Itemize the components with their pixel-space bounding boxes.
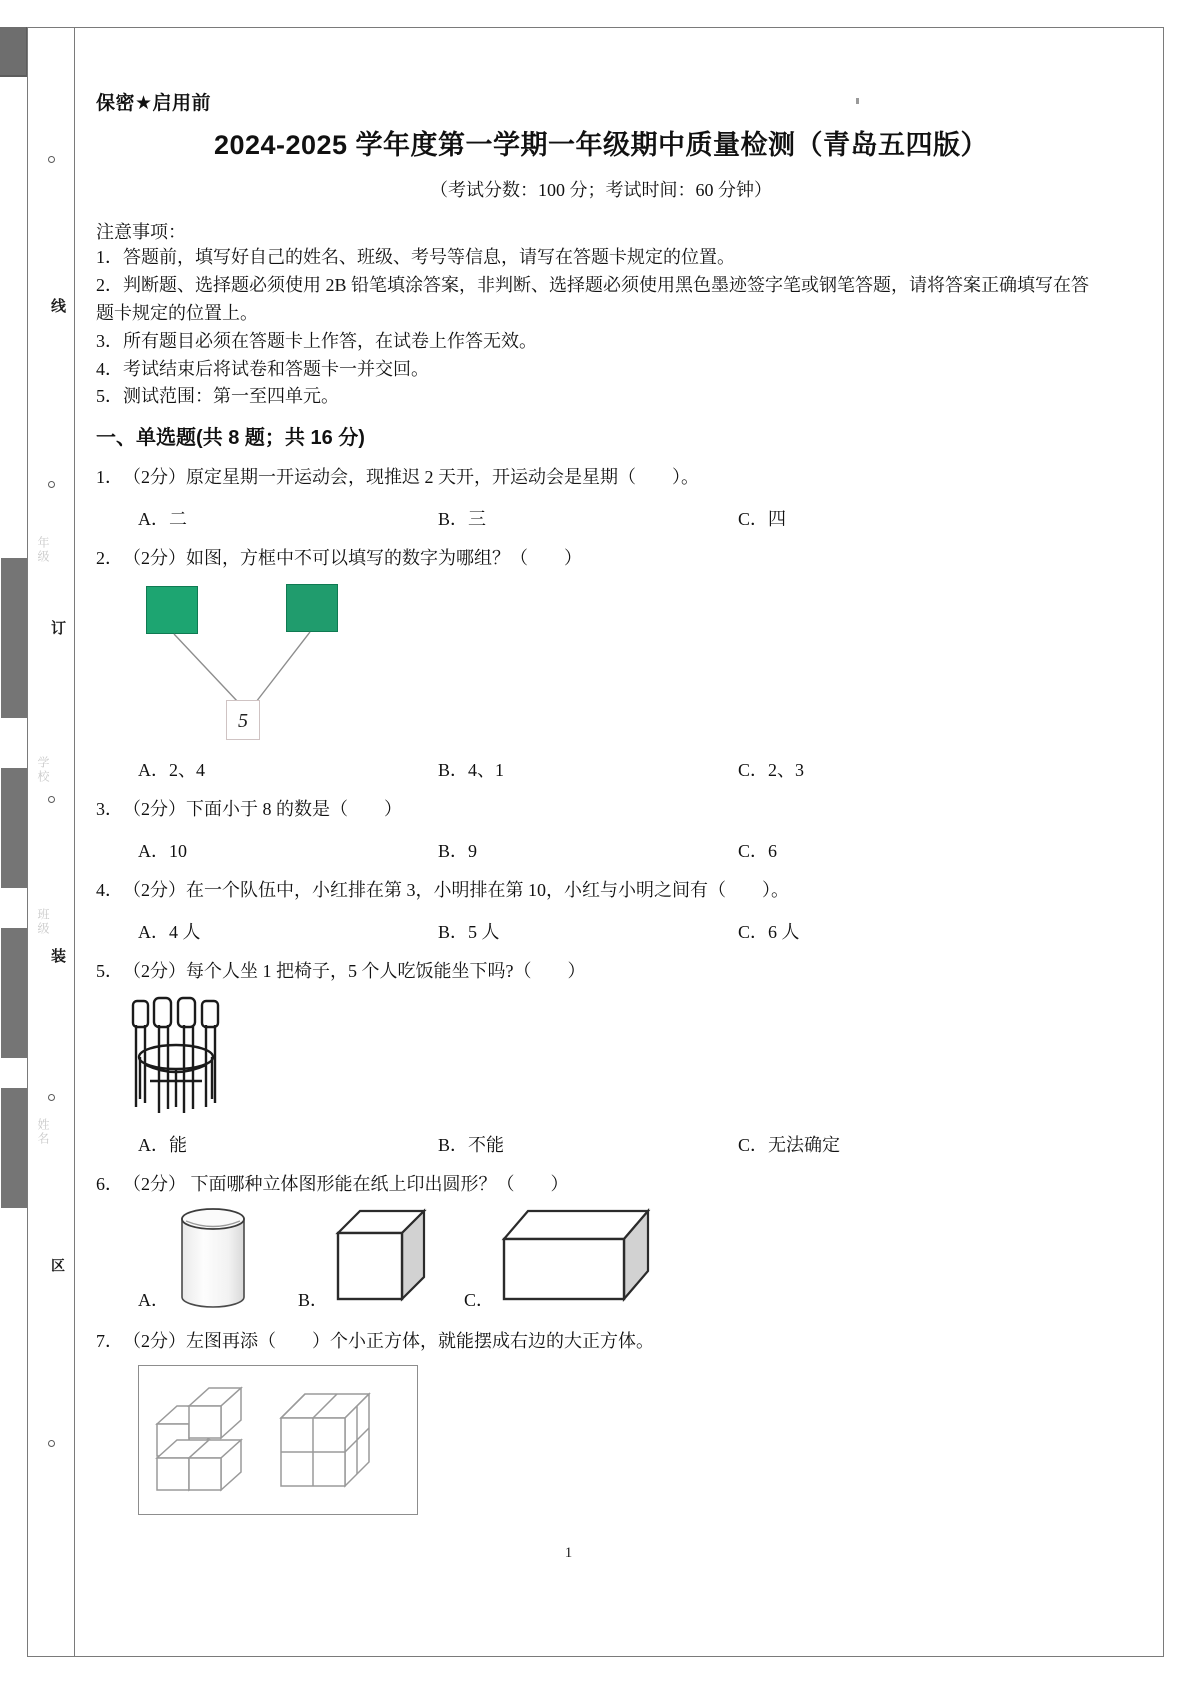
question-5-option-c[interactable]: C．无法确定 bbox=[738, 1135, 841, 1156]
question-7-number: 7． bbox=[96, 1331, 123, 1352]
corner-block-inner bbox=[0, 27, 26, 75]
secret-label-text: 保密★启用前 bbox=[96, 93, 212, 114]
question-1-option-c[interactable]: C．四 bbox=[738, 509, 787, 530]
question-3 bbox=[96, 796, 1106, 823]
question-6-number: 6． bbox=[96, 1174, 123, 1195]
exam-subtitle: （考试分数：100 分；考试时间：60 分钟） bbox=[430, 180, 772, 200]
question-2-option-b[interactable]: B．4、1 bbox=[438, 760, 505, 781]
question-1-options bbox=[138, 505, 1106, 531]
notice-item-5: 5．测试范围：第一至四单元。 bbox=[96, 386, 339, 407]
cylinder-icon bbox=[174, 1205, 252, 1314]
question-1-option-a[interactable]: A．二 bbox=[138, 509, 187, 530]
question-5-score: （2分） bbox=[123, 961, 186, 982]
binding-faint-mark: 学校 bbox=[36, 756, 50, 784]
number-bond-total: 5 bbox=[226, 700, 260, 740]
question-4-option-c[interactable]: C．6 人 bbox=[738, 922, 800, 943]
binding-dark-segment bbox=[1, 928, 27, 1058]
question-3-number: 3． bbox=[96, 799, 123, 820]
cube-build-figure bbox=[138, 1365, 418, 1515]
binding-dark-segment bbox=[1, 1088, 27, 1208]
question-6 bbox=[96, 1171, 1106, 1198]
number-bond-lines bbox=[138, 582, 408, 742]
binding-hole bbox=[48, 796, 55, 803]
binding-hole bbox=[48, 1094, 55, 1101]
question-2-score: （2分） bbox=[123, 548, 186, 569]
question-2 bbox=[96, 545, 1106, 572]
question-1-number: 1． bbox=[96, 467, 123, 488]
binding-margin-rule bbox=[74, 27, 75, 1657]
binding-dark-segment bbox=[1, 768, 27, 888]
question-3-text: 下面小于 8 的数是（ ） bbox=[186, 799, 402, 820]
question-5-text: 每个人坐 1 把椅子，5 个人吃饭能坐下吗?（ ） bbox=[186, 961, 586, 982]
question-7 bbox=[96, 1328, 1106, 1355]
binding-hole bbox=[48, 1440, 55, 1447]
binding-word-zhuang: 装 bbox=[49, 948, 66, 963]
number-bond-figure bbox=[138, 582, 408, 742]
binding-margin bbox=[28, 28, 74, 1656]
notice-item-1: 1．答题前，填写好自己的姓名、班级、考号等信息，请写在答题卡规定的位置。 bbox=[96, 247, 735, 267]
notice-heading: 注意事项： bbox=[96, 222, 186, 242]
question-6-solids-row bbox=[116, 1204, 1106, 1314]
question-2-option-a[interactable]: A．2、4 bbox=[138, 760, 205, 781]
table-and-chairs-figure bbox=[126, 995, 232, 1117]
stray-dot-mark bbox=[856, 98, 859, 104]
question-6-score: （2分） bbox=[123, 1174, 186, 1195]
question-1-score: （2分） bbox=[123, 467, 186, 488]
page-title: 2024-2025 学年度第一学期一年级期中质量检测（青岛五四版） bbox=[213, 130, 989, 160]
question-4-text: 在一个队伍中，小红排在第 3，小明排在第 10，小红与小明之间有（ ）。 bbox=[186, 880, 789, 901]
question-3-score: （2分） bbox=[123, 799, 186, 820]
cube-build-icon bbox=[139, 1366, 417, 1514]
notice-item-4: 4．考试结束后将试卷和答题卡一并交回。 bbox=[96, 358, 429, 379]
binding-word-qu: 区 bbox=[50, 1258, 66, 1272]
question-6-option-a-label[interactable]: A． bbox=[138, 1290, 169, 1311]
binding-word-ding: 订 bbox=[49, 620, 66, 635]
binding-dark-segment bbox=[1, 558, 27, 718]
question-4 bbox=[96, 877, 1106, 904]
cuboid-icon bbox=[498, 1205, 656, 1314]
binding-hole bbox=[48, 156, 55, 163]
question-1-option-b[interactable]: B．三 bbox=[438, 509, 487, 530]
question-5 bbox=[96, 958, 1106, 985]
question-4-option-a[interactable]: A．4 人 bbox=[138, 922, 201, 943]
question-5-option-b[interactable]: B．不能 bbox=[438, 1135, 505, 1156]
question-2-options bbox=[138, 756, 1106, 782]
question-3-option-b[interactable]: B．9 bbox=[438, 841, 478, 862]
question-4-number: 4． bbox=[96, 880, 123, 901]
page-number: 1 bbox=[564, 1545, 573, 1561]
question-6-text: 下面哪种立体图形能在纸上印出圆形？（ ） bbox=[190, 1174, 569, 1195]
notice-item-2: 2．判断题、选择题必须使用 2B 铅笔填涂答案，非判断、选择题必须使用黑色墨迹签字笔或钢笔答题，请将答案正确填写在答题卡规定的位置上。 bbox=[96, 274, 1090, 323]
question-2-text: 如图，方框中不可以填写的数字为哪组？（ ） bbox=[186, 548, 582, 569]
question-7-text: 左图再添（ ）个小正方体，就能摆成右边的大正方体。 bbox=[186, 1331, 654, 1352]
question-1-text: 原定星期一开运动会，现推迟 2 天开，开运动会是星期（ ）。 bbox=[186, 467, 699, 488]
binding-word-xian: 线 bbox=[49, 298, 66, 313]
notice-item-3: 3．所有题目必须在答题卡上作答，在试卷上作答无效。 bbox=[96, 330, 537, 351]
question-2-option-c[interactable]: C．2、3 bbox=[738, 760, 805, 781]
table-and-chairs-icon bbox=[126, 995, 232, 1117]
question-5-options bbox=[138, 1131, 1106, 1157]
question-6-option-c-label[interactable]: C． bbox=[464, 1290, 495, 1311]
binding-faint-mark: 年级 bbox=[36, 536, 50, 564]
question-6-option-b-label[interactable]: B． bbox=[298, 1290, 329, 1311]
question-2-number: 2． bbox=[96, 548, 123, 569]
question-5-option-a[interactable]: A．能 bbox=[138, 1135, 187, 1156]
question-4-score: （2分） bbox=[123, 880, 186, 901]
exam-content bbox=[96, 88, 1106, 1515]
question-1 bbox=[96, 464, 1106, 491]
question-5-number: 5． bbox=[96, 961, 123, 982]
question-4-options bbox=[138, 918, 1106, 944]
question-3-option-a[interactable]: A．10 bbox=[138, 841, 187, 862]
question-7-score: （2分） bbox=[123, 1331, 186, 1352]
binding-faint-mark: 班级 bbox=[36, 908, 50, 936]
question-3-options bbox=[138, 837, 1106, 863]
binding-faint-mark: 姓名 bbox=[36, 1118, 50, 1146]
question-4-option-b[interactable]: B．5 人 bbox=[438, 922, 500, 943]
section-heading-single-choice: 一、单选题(共 8 题；共 16 分) bbox=[96, 427, 365, 450]
cube-icon bbox=[332, 1205, 432, 1314]
binding-hole bbox=[48, 481, 55, 488]
question-3-option-c[interactable]: C．6 bbox=[738, 841, 778, 862]
